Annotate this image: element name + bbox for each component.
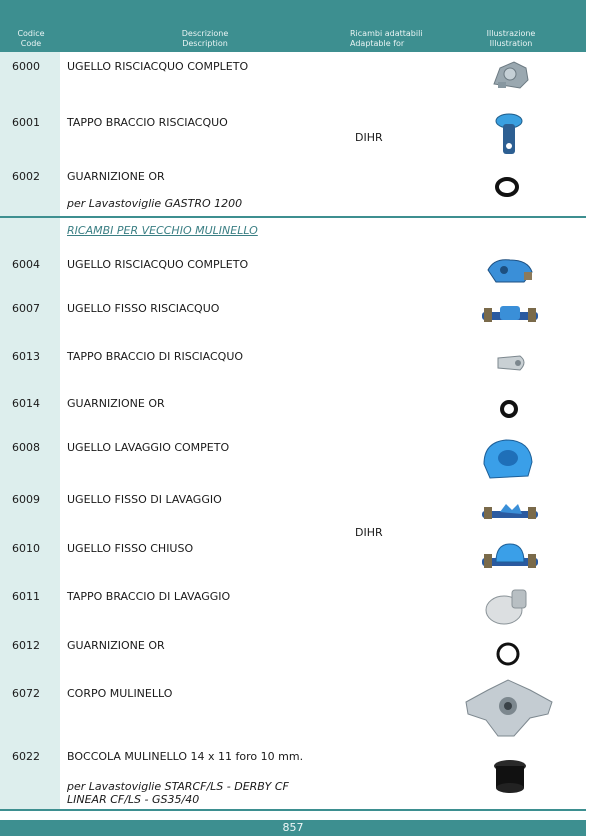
page-footer <box>0 820 586 836</box>
right-margin <box>586 0 600 840</box>
row-description: TAPPO BRACCIO RISCIACQUO <box>67 116 228 129</box>
closed-fixed-nozzle-image <box>478 540 542 574</box>
o-ring-gasket-image <box>494 176 520 198</box>
row-code: 6009 <box>12 493 40 506</box>
row-code: 6010 <box>12 542 40 555</box>
compatibility-note: LINEAR CF/LS - GS35/40 <box>67 793 200 806</box>
rinse-nozzle-blue-image <box>484 254 536 288</box>
row-code: 6014 <box>12 397 40 410</box>
row-description: GUARNIZIONE OR <box>67 170 165 183</box>
fixed-wash-nozzle-image <box>478 500 542 526</box>
rinse-nozzle-grey-image <box>486 54 534 92</box>
row-code: 6012 <box>12 639 40 652</box>
adaptable-model: DIHR <box>355 131 383 144</box>
fixed-rinse-nozzle-image <box>478 302 542 330</box>
row-code: 6013 <box>12 350 40 363</box>
header-illustration: Illustrazione Illustration <box>486 29 536 48</box>
o-ring-large-image <box>494 640 522 668</box>
table-header <box>0 26 586 52</box>
row-description: CORPO MULINELLO <box>67 687 173 700</box>
row-description: UGELLO FISSO RISCIACQUO <box>67 302 220 315</box>
rinse-arm-cap-image <box>494 112 524 162</box>
header-description: Descrizione Description <box>181 29 229 48</box>
wash-arm-cap-image <box>482 584 532 628</box>
page-number: 857 <box>282 821 304 834</box>
row-code: 6072 <box>12 687 40 700</box>
top-bar <box>0 0 586 26</box>
spray-arm-body-image <box>458 674 558 744</box>
row-code: 6008 <box>12 441 40 454</box>
adaptable-model: DIHR <box>355 526 383 539</box>
bushing-image <box>490 758 530 796</box>
section-divider <box>0 216 586 218</box>
row-description: UGELLO LAVAGGIO COMPETO <box>67 441 230 454</box>
row-description: BOCCOLA MULINELLO 14 x 11 foro 10 mm. <box>67 750 304 763</box>
row-code: 6002 <box>12 170 40 183</box>
compatibility-note: per Lavastoviglie STARCF/LS - DERBY CF <box>67 780 289 793</box>
row-code: 6022 <box>12 750 40 763</box>
compatibility-note: per Lavastoviglie GASTRO 1200 <box>67 197 243 210</box>
row-code: 6000 <box>12 60 40 73</box>
row-description: TAPPO BRACCIO DI RISCIACQUO <box>67 350 244 363</box>
row-code: 6004 <box>12 258 40 271</box>
row-description: UGELLO RISCIACQUO COMPLETO <box>67 258 249 271</box>
section-divider <box>0 809 586 811</box>
row-description: TAPPO BRACCIO DI LAVAGGIO <box>67 590 231 603</box>
wash-nozzle-image <box>480 434 536 484</box>
header-code: Codice Code <box>17 29 45 48</box>
rinse-arm-plug-image <box>494 352 530 374</box>
row-description: GUARNIZIONE OR <box>67 397 165 410</box>
row-description: UGELLO RISCIACQUO COMPLETO <box>67 60 249 73</box>
row-description: UGELLO FISSO CHIUSO <box>67 542 194 555</box>
o-ring-small-image <box>498 398 520 420</box>
header-adaptable: Ricambi adattabili Adaptable for <box>350 29 423 48</box>
row-description: UGELLO FISSO DI LAVAGGIO <box>67 493 222 506</box>
row-code: 6007 <box>12 302 40 315</box>
row-code: 6011 <box>12 590 40 603</box>
section-title: RICAMBI PER VECCHIO MULINELLO <box>67 224 258 237</box>
row-code: 6001 <box>12 116 40 129</box>
row-description: GUARNIZIONE OR <box>67 639 165 652</box>
